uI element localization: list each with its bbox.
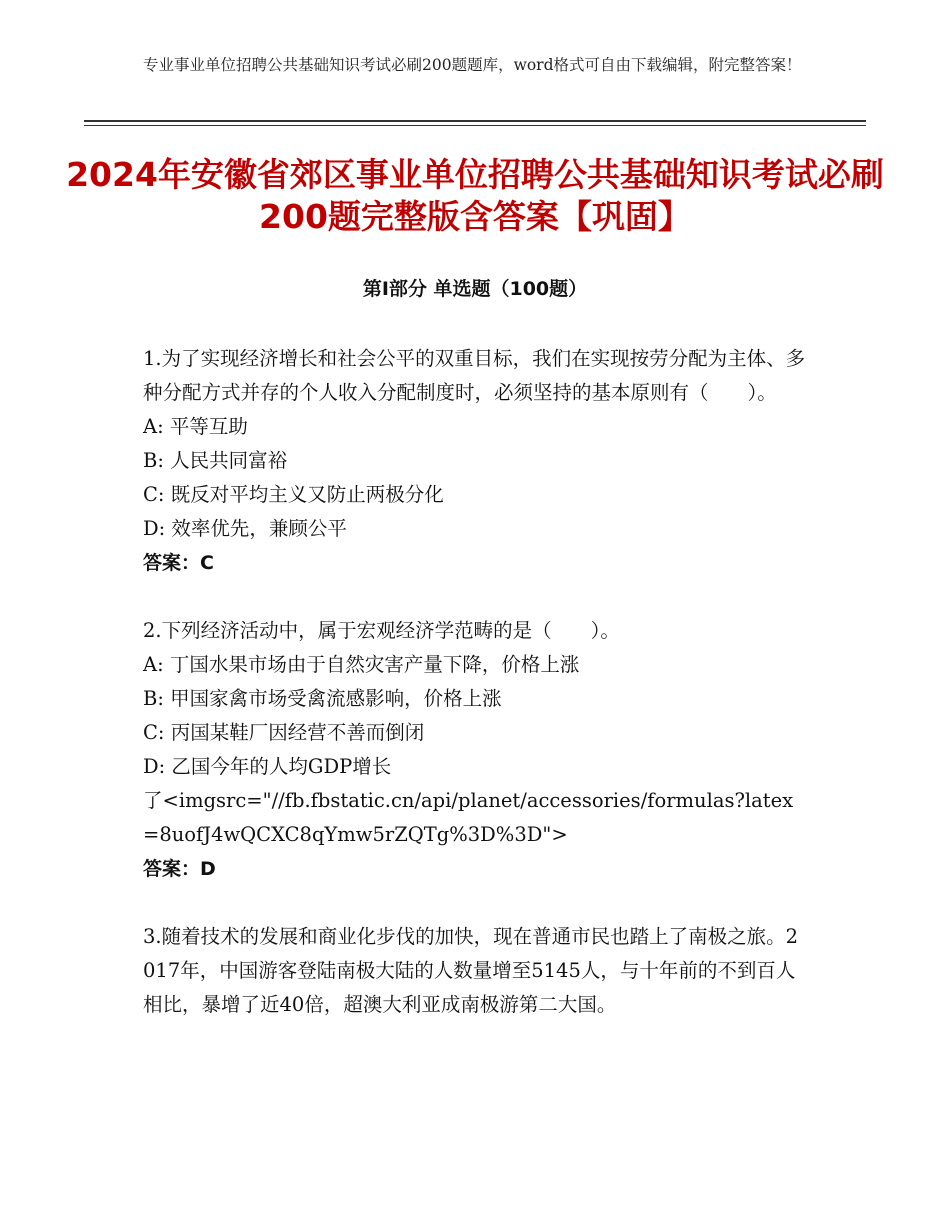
question-stem: 3.随着技术的发展和商业化步伐的加快，现在普通市民也踏上了南极之旅。2017年，中国游客登陆南极大陆的人数量增至5145人，与十年前的不到百人相比，暴增了近40倍，超澳大利亚成南极游第二大国。 <box>143 925 799 1016</box>
question-3 <box>143 920 808 1022</box>
question-2 <box>143 614 808 886</box>
option-b: B: 甲国家禽市场受禽流感影响，价格上涨 <box>143 687 502 710</box>
formula-text: 了<imgsrc="//fb.fbstatic.cn/api/planet/accessories/formulas?latex=8uofJ4wQCXC8qYmw5rZQTg%3D%3D"> <box>143 789 794 846</box>
answer: 答案：D <box>143 858 216 880</box>
option-d: D: 乙国今年的人均GDP增长 <box>143 755 392 778</box>
question-stem: 1.为了实现经济增长和社会公平的双重目标，我们在实现按劳分配为主体、多种分配方式并存的个人收入分配制度时，必须坚持的基本原则有（ ）。 <box>143 347 806 404</box>
header-rule-thick <box>84 120 866 122</box>
option-c: C: 丙国某鞋厂因经营不善而倒闭 <box>143 721 425 744</box>
question-stem: 2.下列经济活动中，属于宏观经济学范畴的是（ ）。 <box>143 619 620 642</box>
question-list <box>143 342 808 1056</box>
question-1 <box>143 342 808 580</box>
page-header: 专业事业单位招聘公共基础知识考试必刷200题题库，word格式可自由下载编辑，附完整答案！ <box>143 56 802 74</box>
answer: 答案：C <box>143 552 214 574</box>
option-a: A: 平等互助 <box>143 415 248 438</box>
section-title: 第Ⅰ部分 单选题（100题） <box>362 278 588 300</box>
option-d: D: 效率优先，兼顾公平 <box>143 517 347 540</box>
option-b: B: 人民共同富裕 <box>143 449 288 472</box>
document-title: 2024年安徽省郊区事业单位招聘公共基础知识考试必刷200题完整版含答案【巩固】 <box>66 155 884 236</box>
header-rule-thin <box>84 125 866 126</box>
option-c: C: 既反对平均主义又防止两极分化 <box>143 483 444 506</box>
option-a: A: 丁国水果市场由于自然灾害产量下降，价格上涨 <box>143 653 580 676</box>
